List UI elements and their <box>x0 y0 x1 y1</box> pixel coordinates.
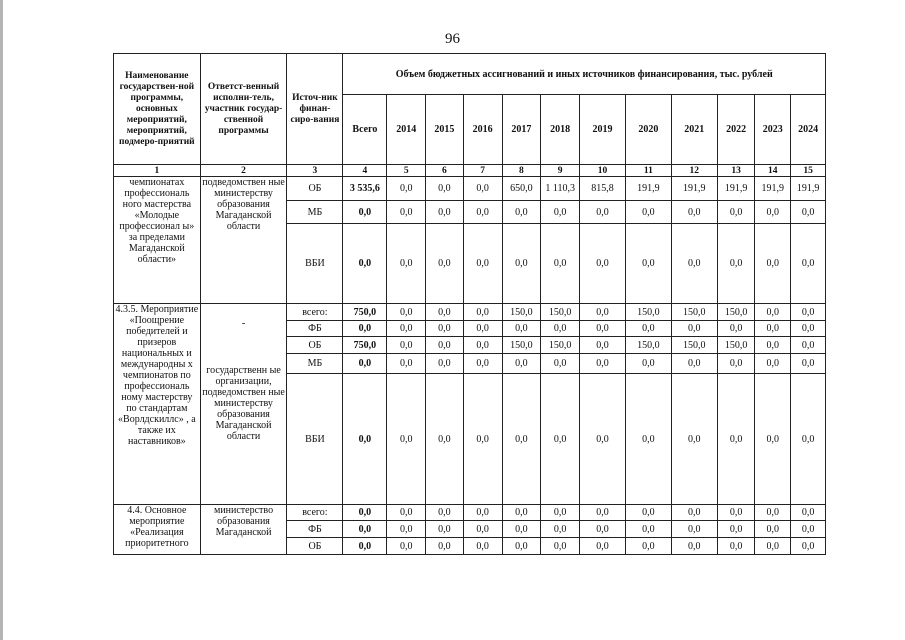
value-cell: 0,0 <box>755 521 791 538</box>
value-cell: 0,0 <box>791 374 826 505</box>
executor-cell <box>200 505 287 555</box>
value-cell: 650,0 <box>502 177 541 201</box>
header-year: 2020 <box>625 95 671 165</box>
value-cell: 0,0 <box>791 337 826 354</box>
source-cell: ОБ <box>287 538 343 555</box>
value-cell: 0,0 <box>791 201 826 224</box>
value-cell: 0,0 <box>625 505 671 521</box>
value-cell: 0,0 <box>580 201 626 224</box>
value-cell: 0,0 <box>625 521 671 538</box>
program-name-cell: 4.3.5. Мероприятие «Поощрение победителей и призеров национальных и международны х чемпионатов по профессиональ ному мастерству по стандартам «Ворлдскиллс» , а также их наставников» <box>114 304 201 505</box>
value-cell: 0,0 <box>463 337 502 354</box>
value-cell: 191,9 <box>791 177 826 201</box>
total-cell: 750,0 <box>343 337 387 354</box>
table-row <box>114 304 826 321</box>
value-cell: 0,0 <box>671 354 717 374</box>
value-cell: 0,0 <box>541 505 580 521</box>
value-cell: 0,0 <box>755 321 791 337</box>
header-year: 2021 <box>671 95 717 165</box>
value-cell: 0,0 <box>502 201 541 224</box>
value-cell: 0,0 <box>463 177 502 201</box>
source-cell: ВБИ <box>287 374 343 505</box>
page-number: 96 <box>445 31 460 47</box>
header-year: 2017 <box>502 95 541 165</box>
value-cell: 0,0 <box>625 538 671 555</box>
source-cell: МБ <box>287 354 343 374</box>
value-cell: 150,0 <box>717 304 755 321</box>
value-cell: 0,0 <box>502 354 541 374</box>
value-cell: 0,0 <box>717 505 755 521</box>
header-source: Источ-ник финан-сиро-вания <box>287 54 343 165</box>
value-cell: 0,0 <box>426 304 464 321</box>
executor-cell <box>200 177 287 304</box>
value-cell: 0,0 <box>426 224 464 304</box>
value-cell: 0,0 <box>717 374 755 505</box>
value-cell: 191,9 <box>625 177 671 201</box>
value-cell: 0,0 <box>717 321 755 337</box>
value-cell: 150,0 <box>502 304 541 321</box>
value-cell: 0,0 <box>426 354 464 374</box>
value-cell: 0,0 <box>671 224 717 304</box>
value-cell: 0,0 <box>717 521 755 538</box>
value-cell: 0,0 <box>426 538 464 555</box>
source-cell: всего: <box>287 505 343 521</box>
value-cell: 0,0 <box>755 304 791 321</box>
value-cell: 0,0 <box>426 201 464 224</box>
value-cell: 0,0 <box>426 521 464 538</box>
header-budget: Объем бюджетных ассигнований и иных источников финансирования, тыс. рублей <box>343 54 826 95</box>
value-cell: 0,0 <box>463 538 502 555</box>
value-cell: 0,0 <box>387 354 426 374</box>
total-cell: 0,0 <box>343 354 387 374</box>
value-cell: 0,0 <box>671 538 717 555</box>
value-cell: 0,0 <box>625 201 671 224</box>
value-cell: 0,0 <box>502 538 541 555</box>
header-year: 2014 <box>387 95 426 165</box>
value-cell: 0,0 <box>717 224 755 304</box>
source-cell: МБ <box>287 201 343 224</box>
column-number: 14 <box>755 165 791 177</box>
value-cell: 0,0 <box>580 374 626 505</box>
total-cell: 3 535,6 <box>343 177 387 201</box>
value-cell: 0,0 <box>580 521 626 538</box>
column-number: 7 <box>463 165 502 177</box>
column-number: 11 <box>625 165 671 177</box>
value-cell: 0,0 <box>755 374 791 505</box>
value-cell: 0,0 <box>671 521 717 538</box>
total-cell: 0,0 <box>343 201 387 224</box>
value-cell: 150,0 <box>625 304 671 321</box>
value-cell: 0,0 <box>625 374 671 505</box>
value-cell: 150,0 <box>625 337 671 354</box>
value-cell: 0,0 <box>502 521 541 538</box>
value-cell: 0,0 <box>387 304 426 321</box>
value-cell: 0,0 <box>791 521 826 538</box>
value-cell: 0,0 <box>463 521 502 538</box>
value-cell: 0,0 <box>580 505 626 521</box>
executor-mark: - <box>241 318 246 329</box>
value-cell: 0,0 <box>463 321 502 337</box>
value-cell: 0,0 <box>625 224 671 304</box>
value-cell: 0,0 <box>671 201 717 224</box>
header-year: 2022 <box>717 95 755 165</box>
program-name-cell: 4.4. Основное мероприятие «Реализация приоритетного <box>114 505 201 555</box>
header-year: 2023 <box>755 95 791 165</box>
value-cell: 0,0 <box>791 321 826 337</box>
scan-edge <box>0 0 3 640</box>
source-cell: всего: <box>287 304 343 321</box>
total-cell: 0,0 <box>343 321 387 337</box>
source-cell: ФБ <box>287 321 343 337</box>
total-cell: 0,0 <box>343 224 387 304</box>
value-cell: 0,0 <box>502 374 541 505</box>
value-cell: 0,0 <box>387 321 426 337</box>
program-name-cell: чемпионатах профессиональ ного мастерства «Молодые профессионал ы» за пределами Магаданской области» <box>114 177 201 304</box>
source-cell: ОБ <box>287 177 343 201</box>
header-year: 2016 <box>463 95 502 165</box>
column-number: 2 <box>200 165 287 177</box>
value-cell: 0,0 <box>387 521 426 538</box>
executor-cell <box>200 304 287 505</box>
value-cell: 0,0 <box>791 538 826 555</box>
column-number: 10 <box>580 165 626 177</box>
value-cell: 150,0 <box>502 337 541 354</box>
value-cell: 0,0 <box>580 224 626 304</box>
value-cell: 150,0 <box>717 337 755 354</box>
value-cell: 0,0 <box>717 354 755 374</box>
value-cell: 0,0 <box>625 321 671 337</box>
table-row <box>114 505 826 521</box>
column-number: 15 <box>791 165 826 177</box>
value-cell: 0,0 <box>671 321 717 337</box>
source-cell: ФБ <box>287 521 343 538</box>
header-year: 2018 <box>541 95 580 165</box>
column-number: 12 <box>671 165 717 177</box>
value-cell: 0,0 <box>463 224 502 304</box>
column-number: 6 <box>426 165 464 177</box>
value-cell: 0,0 <box>717 538 755 555</box>
value-cell: 0,0 <box>755 337 791 354</box>
value-cell: 0,0 <box>755 538 791 555</box>
value-cell: 0,0 <box>671 505 717 521</box>
value-cell: 0,0 <box>791 304 826 321</box>
value-cell: 0,0 <box>541 354 580 374</box>
column-number: 8 <box>502 165 541 177</box>
column-number: 5 <box>387 165 426 177</box>
total-cell: 750,0 <box>343 304 387 321</box>
total-cell: 0,0 <box>343 521 387 538</box>
value-cell: 0,0 <box>426 337 464 354</box>
value-cell: 0,0 <box>387 201 426 224</box>
executor-text: подведомствен ные министерству образования Магаданской области <box>202 177 285 232</box>
value-cell: 0,0 <box>502 505 541 521</box>
value-cell: 0,0 <box>463 304 502 321</box>
value-cell: 0,0 <box>387 374 426 505</box>
value-cell: 0,0 <box>625 354 671 374</box>
total-cell: 0,0 <box>343 374 387 505</box>
value-cell: 0,0 <box>755 354 791 374</box>
value-cell: 0,0 <box>791 354 826 374</box>
column-number: 13 <box>717 165 755 177</box>
value-cell: 0,0 <box>463 201 502 224</box>
value-cell: 0,0 <box>387 538 426 555</box>
value-cell: 0,0 <box>426 505 464 521</box>
value-cell: 191,9 <box>717 177 755 201</box>
value-cell: 0,0 <box>791 224 826 304</box>
column-number: 9 <box>541 165 580 177</box>
header-total: Всего <box>343 95 387 165</box>
value-cell: 0,0 <box>463 354 502 374</box>
source-cell: ОБ <box>287 337 343 354</box>
value-cell: 0,0 <box>791 505 826 521</box>
value-cell: 150,0 <box>671 337 717 354</box>
value-cell: 150,0 <box>671 304 717 321</box>
value-cell: 0,0 <box>426 374 464 505</box>
executor-text: министерство образования Магаданской <box>213 505 274 538</box>
value-cell: 0,0 <box>541 201 580 224</box>
value-cell: 0,0 <box>755 224 791 304</box>
executor-text: государственн ые организации, подведомствен ные министерству образования Магаданской области <box>202 365 285 442</box>
value-cell: 0,0 <box>717 201 755 224</box>
value-cell: 0,0 <box>671 374 717 505</box>
column-number: 1 <box>114 165 201 177</box>
value-cell: 0,0 <box>426 177 464 201</box>
value-cell: 191,9 <box>755 177 791 201</box>
budget-table <box>113 53 826 555</box>
value-cell: 0,0 <box>541 521 580 538</box>
value-cell: 1 110,3 <box>541 177 580 201</box>
value-cell: 0,0 <box>541 321 580 337</box>
value-cell: 0,0 <box>426 321 464 337</box>
header-year: 2024 <box>791 95 826 165</box>
column-number: 3 <box>287 165 343 177</box>
value-cell: 0,0 <box>463 374 502 505</box>
value-cell: 0,0 <box>387 224 426 304</box>
value-cell: 815,8 <box>580 177 626 201</box>
header-year: 2015 <box>426 95 464 165</box>
header-executor: Ответст-венный исполни-тель, участник государ-ственной программы <box>200 54 287 165</box>
value-cell: 0,0 <box>463 505 502 521</box>
value-cell: 0,0 <box>387 177 426 201</box>
value-cell: 0,0 <box>755 505 791 521</box>
value-cell: 0,0 <box>580 354 626 374</box>
value-cell: 150,0 <box>541 304 580 321</box>
value-cell: 0,0 <box>502 224 541 304</box>
value-cell: 0,0 <box>541 538 580 555</box>
value-cell: 191,9 <box>671 177 717 201</box>
value-cell: 0,0 <box>502 321 541 337</box>
value-cell: 0,0 <box>580 538 626 555</box>
header-program-name: Наименование государствен-ной программы, основных мероприятий, мероприятий, подмеро-приятий <box>114 54 201 165</box>
value-cell: 0,0 <box>387 505 426 521</box>
value-cell: 0,0 <box>541 374 580 505</box>
source-cell: ВБИ <box>287 224 343 304</box>
value-cell: 0,0 <box>580 304 626 321</box>
total-cell: 0,0 <box>343 538 387 555</box>
total-cell: 0,0 <box>343 505 387 521</box>
value-cell: 0,0 <box>580 337 626 354</box>
value-cell: 0,0 <box>755 201 791 224</box>
value-cell: 0,0 <box>387 337 426 354</box>
table-row <box>114 177 826 201</box>
value-cell: 150,0 <box>541 337 580 354</box>
header-year: 2019 <box>580 95 626 165</box>
value-cell: 0,0 <box>541 224 580 304</box>
column-number: 4 <box>343 165 387 177</box>
value-cell: 0,0 <box>580 321 626 337</box>
